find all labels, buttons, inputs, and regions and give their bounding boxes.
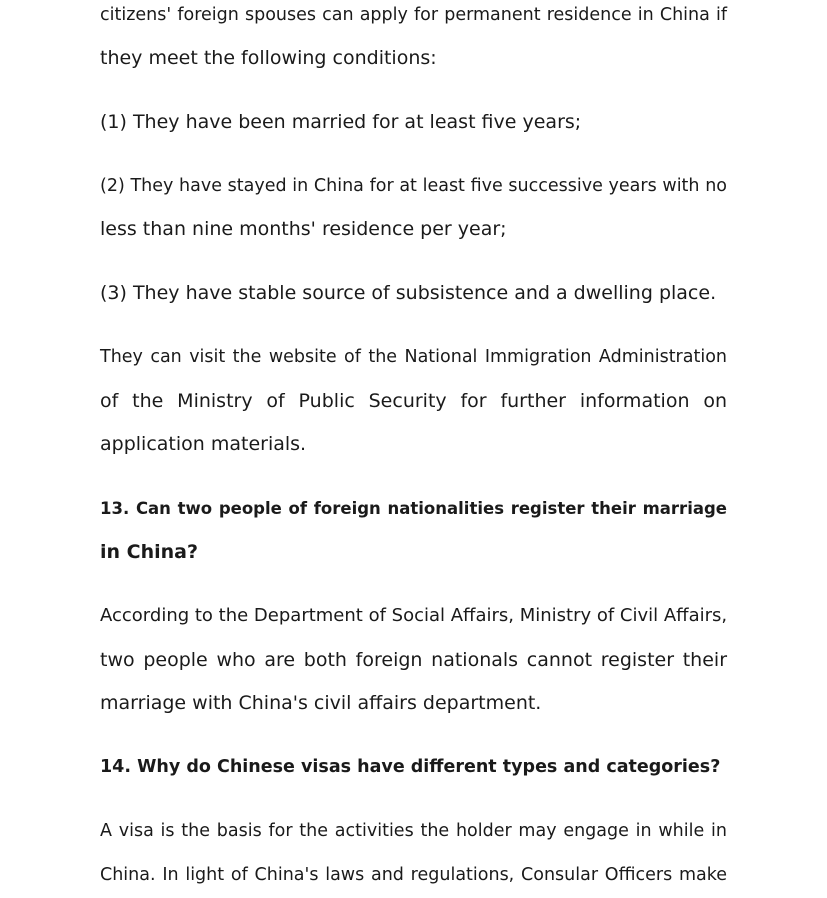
question-14-heading: 14. Why do Chinese visas have different types and categories? xyxy=(100,757,721,777)
answer-13-line: two people who are both foreign nationals cannot register their xyxy=(100,649,727,671)
paragraph-line: they meet the following conditions: xyxy=(100,47,437,69)
answer-14-line: A visa is the basis for the activities the holder may engage in while in xyxy=(100,821,727,841)
paragraph-line: citizens' foreign spouses can apply for permanent residence in China if xyxy=(100,5,727,25)
condition-3-line: (3) They have stable source of subsistence and a dwelling place. xyxy=(100,282,717,304)
question-13-heading: in China? xyxy=(100,541,199,563)
paragraph-line: They can visit the website of the National Immigration Administration xyxy=(100,347,727,367)
question-13-heading: 13. Can two people of foreign nationalities register their marriage xyxy=(100,499,727,518)
condition-2-line: (2) They have stayed in China for at least five successive years with no xyxy=(100,176,727,196)
answer-13-line: marriage with China's civil affairs department. xyxy=(100,692,542,714)
condition-1-line: (1) They have been married for at least five years; xyxy=(100,111,582,133)
answer-14-line: China. In light of China's laws and regulations, Consular Officers make xyxy=(100,865,727,885)
paragraph-line: application materials. xyxy=(100,433,307,455)
answer-13-line: According to the Department of Social Affairs, Ministry of Civil Affairs, xyxy=(100,605,728,626)
condition-2-line: less than nine months' residence per year; xyxy=(100,218,507,240)
paragraph-line: of the Ministry of Public Security for further information on xyxy=(100,390,727,412)
